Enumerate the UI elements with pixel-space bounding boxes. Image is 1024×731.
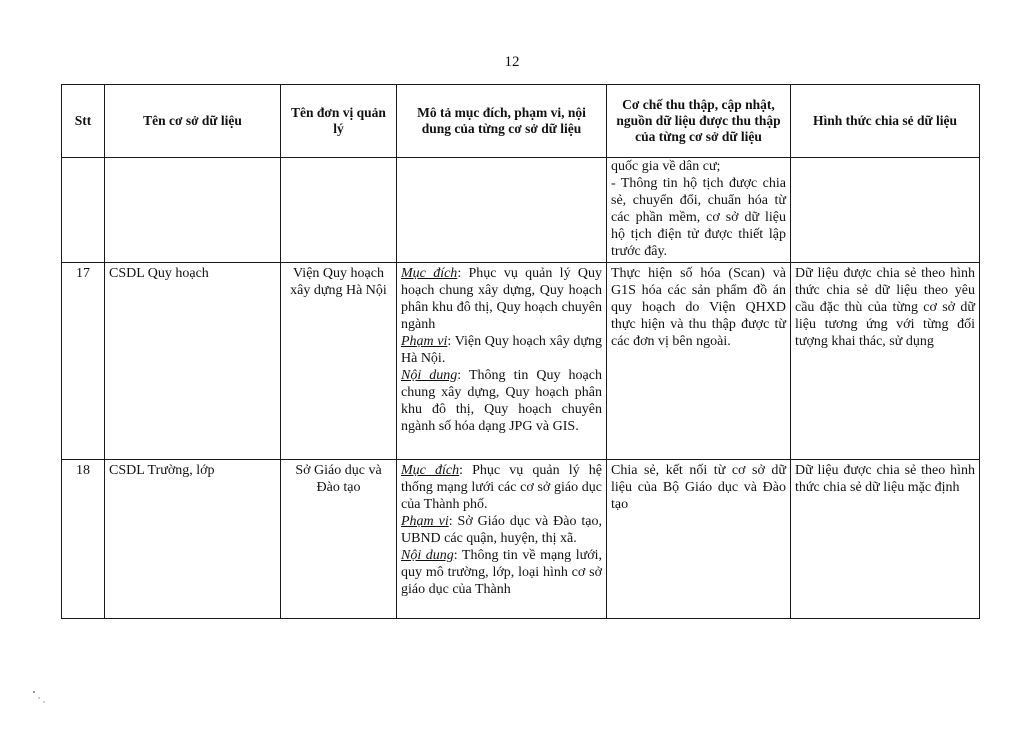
header-unit: Tên đơn vị quản lý bbox=[281, 85, 397, 158]
scope-label: Phạm vi bbox=[401, 334, 448, 349]
cell-empty bbox=[62, 158, 105, 263]
header-row bbox=[62, 85, 980, 158]
database-table bbox=[61, 84, 980, 619]
scope-text: : Viện Quy hoạch xây dựng Hà Nội. bbox=[401, 334, 603, 366]
header-mechanism: Cơ chế thu thập, cập nhật, nguồn dữ liệu được thu thập của từng cơ sở dữ liệu bbox=[607, 85, 791, 158]
header-db-name: Tên cơ sở dữ liệu bbox=[105, 85, 281, 158]
row-stt: 18 bbox=[62, 460, 105, 619]
cell-empty bbox=[397, 158, 607, 263]
continuation-mechanism: quốc gia về dân cư; - Thông tin hộ tịch được chia sẻ, chuyển đổi, chuẩn hóa từ các phần mềm, cơ sở dữ liệu hộ tịch điện tử được thiết lập trước đây. bbox=[607, 158, 791, 263]
row-stt: 17 bbox=[62, 263, 105, 460]
purpose-line bbox=[401, 462, 602, 513]
page-number: 12 bbox=[504, 54, 520, 70]
scope-label: Phạm vi bbox=[401, 514, 449, 529]
purpose-label: Mục đích bbox=[401, 463, 460, 478]
row-unit: Viện Quy hoạch xây dựng Hà Nội bbox=[281, 263, 397, 460]
continuation-row bbox=[62, 158, 980, 263]
purpose-label: Mục đích bbox=[401, 266, 458, 281]
content-text: : Thông tin Quy hoạch chung xây dựng, Quy hoạch phân khu đô thị, Quy hoạch chuyên ngành số hóa dạng JPG và GIS. bbox=[401, 368, 602, 434]
table-row bbox=[62, 460, 980, 619]
content-label: Nội dung bbox=[401, 368, 458, 383]
header-description: Mô tả mục đích, phạm vi, nội dung của từng cơ sở dữ liệu bbox=[397, 85, 607, 158]
scan-speck-mark bbox=[30, 688, 50, 708]
scope-text: : Sở Giáo dục và Đào tạo, UBND các quận, huyện, thị xã. bbox=[401, 514, 603, 546]
purpose-text: : Phục vụ quản lý hệ thống mạng lưới các cơ sở giáo dục của Thành phố. bbox=[401, 463, 602, 512]
cell-empty bbox=[281, 158, 397, 263]
purpose-text: : Phục vụ quản lý Quy hoạch chung xây dựng, Quy hoạch phân khu đô thị, Quy hoạch chuyên ngành bbox=[401, 266, 603, 332]
content-label: Nội dung bbox=[401, 548, 454, 563]
content-text: : Thông tin về mạng lưới, quy mô trường, lớp, loại hình cơ sở giáo dục của Thành bbox=[401, 548, 602, 597]
scope-line bbox=[401, 333, 602, 367]
row-mechanism: Chia sẻ, kết nối từ cơ sở dữ liệu của Bộ Giáo dục và Đào tạo bbox=[607, 460, 791, 619]
content-line bbox=[401, 367, 602, 435]
cell-empty bbox=[791, 158, 980, 263]
cell-empty bbox=[105, 158, 281, 263]
header-sharing: Hình thức chia sẻ dữ liệu bbox=[791, 85, 980, 158]
row-description bbox=[397, 263, 607, 460]
row-mechanism: Thực hiện số hóa (Scan) và G1S hóa các sản phẩm đồ án quy hoạch do Viện QHXD thực hiện và thu thập được từ các đơn vị bên ngoài. bbox=[607, 263, 791, 460]
content-line bbox=[401, 547, 602, 598]
scope-line bbox=[401, 513, 602, 547]
row-db-name: CSDL Trường, lớp bbox=[105, 460, 281, 619]
table-row bbox=[62, 263, 980, 460]
row-unit: Sở Giáo dục và Đào tạo bbox=[281, 460, 397, 619]
row-description bbox=[397, 460, 607, 619]
row-db-name: CSDL Quy hoạch bbox=[105, 263, 281, 460]
row-sharing: Dữ liệu được chia sẻ theo hình thức chia sẻ dữ liệu theo yêu cầu đặc thù của từng cơ sở dữ liệu tương ứng với từng đối tượng khai thác, sử dụng bbox=[791, 263, 980, 460]
purpose-line bbox=[401, 265, 602, 333]
header-stt: Stt bbox=[62, 85, 105, 158]
row-sharing: Dữ liệu được chia sẻ theo hình thức chia sẻ dữ liệu mặc định bbox=[791, 460, 980, 619]
